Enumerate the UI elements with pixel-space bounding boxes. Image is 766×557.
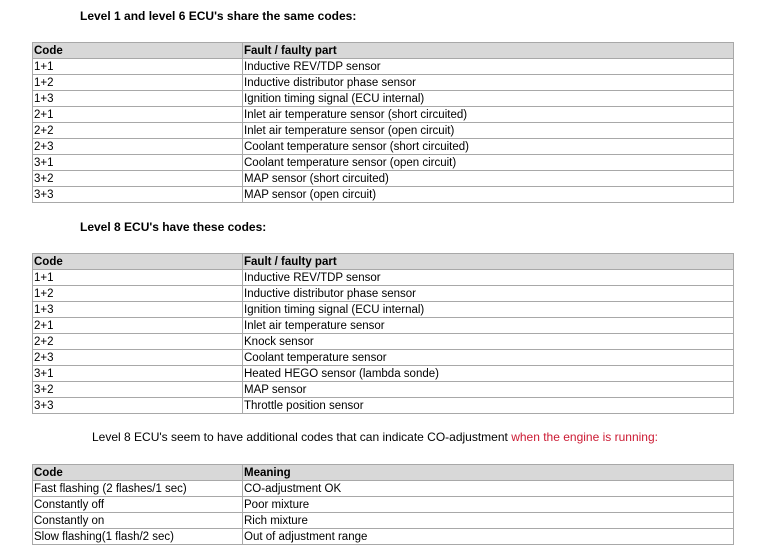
table-row <box>33 513 734 529</box>
column-header-code: Code <box>33 465 243 481</box>
table-row <box>33 139 734 155</box>
table-row <box>33 481 734 497</box>
fault-cell: Coolant temperature sensor (short circuited) <box>243 139 734 155</box>
level8-codes-table <box>32 253 734 414</box>
table-row <box>33 398 734 414</box>
code-cell: 2+3 <box>33 139 243 155</box>
table-row <box>33 107 734 123</box>
table-header-row <box>33 43 734 59</box>
column-header-meaning: Meaning <box>243 465 734 481</box>
fault-cell: Coolant temperature sensor (open circuit) <box>243 155 734 171</box>
fault-cell: MAP sensor <box>243 382 734 398</box>
table-row <box>33 497 734 513</box>
code-cell: 2+1 <box>33 318 243 334</box>
table-row <box>33 75 734 91</box>
section2-heading: Level 8 ECU's have these codes: <box>80 220 267 234</box>
note-text: Level 8 ECU's seem to have additional codes that can indicate CO-adjustment <box>92 430 512 444</box>
meaning-cell: Out of adjustment range <box>243 529 734 545</box>
fault-cell: MAP sensor (short circuited) <box>243 171 734 187</box>
code-cell: Constantly on <box>33 513 243 529</box>
meaning-cell: CO-adjustment OK <box>243 481 734 497</box>
fault-cell: Throttle position sensor <box>243 398 734 414</box>
fault-cell: Heated HEGO sensor (lambda sonde) <box>243 366 734 382</box>
code-cell: Constantly off <box>33 497 243 513</box>
code-cell: 2+2 <box>33 334 243 350</box>
column-header-code: Code <box>33 43 243 59</box>
section1-heading: Level 1 and level 6 ECU's share the same codes: <box>80 9 357 23</box>
code-cell: Fast flashing (2 flashes/1 sec) <box>33 481 243 497</box>
code-cell: 1+3 <box>33 302 243 318</box>
table-row <box>33 366 734 382</box>
fault-cell: Knock sensor <box>243 334 734 350</box>
code-cell: 3+1 <box>33 366 243 382</box>
code-cell: 3+2 <box>33 171 243 187</box>
code-cell: 3+1 <box>33 155 243 171</box>
co-adjustment-note <box>92 430 658 444</box>
meaning-cell: Rich mixture <box>243 513 734 529</box>
co-adjustment-table <box>32 464 734 545</box>
table-row <box>33 529 734 545</box>
code-cell: 1+1 <box>33 59 243 75</box>
level1-6-codes-table <box>32 42 734 203</box>
table-row <box>33 187 734 203</box>
fault-cell: Inductive distributor phase sensor <box>243 75 734 91</box>
fault-cell: Ignition timing signal (ECU internal) <box>243 302 734 318</box>
code-cell: 3+2 <box>33 382 243 398</box>
fault-cell: Inlet air temperature sensor (open circuit) <box>243 123 734 139</box>
table-header-row <box>33 465 734 481</box>
table-row <box>33 171 734 187</box>
fault-cell: Inductive distributor phase sensor <box>243 286 734 302</box>
code-cell: 1+3 <box>33 91 243 107</box>
column-header-fault: Fault / faulty part <box>243 43 734 59</box>
fault-cell: Ignition timing signal (ECU internal) <box>243 91 734 107</box>
table-row <box>33 59 734 75</box>
table-header-row <box>33 254 734 270</box>
fault-cell: Inductive REV/TDP sensor <box>243 59 734 75</box>
code-cell: 2+1 <box>33 107 243 123</box>
table-row <box>33 123 734 139</box>
table-row <box>33 286 734 302</box>
note-colon: : <box>654 430 658 444</box>
fault-cell: MAP sensor (open circuit) <box>243 187 734 203</box>
table-row <box>33 155 734 171</box>
code-cell: 1+2 <box>33 286 243 302</box>
table-row <box>33 91 734 107</box>
table-row <box>33 302 734 318</box>
code-cell: Slow flashing(1 flash/2 sec) <box>33 529 243 545</box>
column-header-fault: Fault / faulty part <box>243 254 734 270</box>
note-highlight: when the engine is running <box>511 430 655 444</box>
code-cell: 1+1 <box>33 270 243 286</box>
column-header-code: Code <box>33 254 243 270</box>
code-cell: 1+2 <box>33 75 243 91</box>
table-row <box>33 350 734 366</box>
table-row <box>33 334 734 350</box>
fault-cell: Coolant temperature sensor <box>243 350 734 366</box>
fault-cell: Inlet air temperature sensor <box>243 318 734 334</box>
code-cell: 2+3 <box>33 350 243 366</box>
fault-cell: Inductive REV/TDP sensor <box>243 270 734 286</box>
table-row <box>33 382 734 398</box>
table-row <box>33 318 734 334</box>
code-cell: 3+3 <box>33 398 243 414</box>
code-cell: 3+3 <box>33 187 243 203</box>
fault-cell: Inlet air temperature sensor (short circuited) <box>243 107 734 123</box>
code-cell: 2+2 <box>33 123 243 139</box>
table-row <box>33 270 734 286</box>
meaning-cell: Poor mixture <box>243 497 734 513</box>
